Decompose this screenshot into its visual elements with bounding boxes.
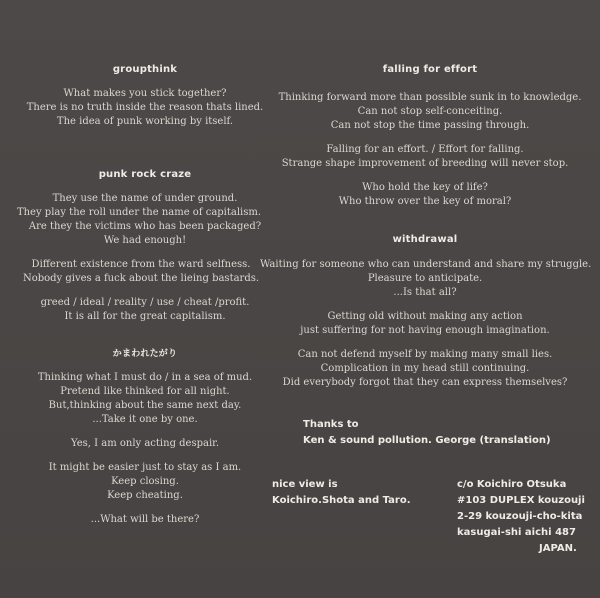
falling-for-effort-title: falling for effort — [382, 64, 478, 75]
lyric-line: Can not stop the time passing through. — [330, 120, 530, 131]
lyric-line: Nobody gives a fuck about the lieing bastards. — [22, 273, 260, 284]
thanks-names: Ken & sound pollution. George (translation) — [303, 435, 551, 446]
lyric-line: Complication in my head still continuing. — [320, 363, 530, 374]
lyric-line: greed / ideal / reality / use / cheat /profit. — [40, 297, 250, 308]
lyric-line: Did everybody forgot that they can express themselves? — [282, 377, 568, 388]
lyric-line: Thinking forward more than possible sunk in to knowledge. — [278, 92, 582, 103]
lyric-line: The idea of punk working by itself. — [56, 116, 234, 127]
lyric-line: ...Take it one by one. — [92, 414, 198, 425]
lyric-line: What makes you stick together? — [63, 88, 227, 99]
punk-rock-craze-title: punk rock craze — [98, 169, 192, 180]
lyric-line: Falling for an effort. / Effort for falling. — [326, 144, 524, 155]
lyric-line: Strange shape improvement of breeding will never stop. — [281, 158, 569, 169]
lyric-line: Can not stop self-conceiting. — [357, 106, 503, 117]
address-line: kasugai-shi aichi 487 — [457, 527, 576, 538]
lyric-line: There is no truth inside the reason thats lined. — [26, 102, 264, 113]
lyric-line: Pleasure to anticipate. — [367, 273, 483, 284]
lyric-line: Are they the victims who has been packaged? — [28, 221, 262, 232]
address-line: JAPAN. — [539, 543, 577, 554]
lyric-line: Who hold the key of life? — [362, 182, 488, 193]
groupthink-title: groupthink — [112, 64, 178, 75]
lyric-line: Waiting for someone who can understand and share my struggle. — [260, 259, 592, 270]
address-line: c/o Koichiro Otsuka — [457, 479, 567, 490]
lyric-line: Pretend like thinked for all night. — [60, 386, 230, 397]
lyric-line: Keep cheating. — [107, 490, 183, 501]
thanks-label: Thanks to — [303, 419, 359, 430]
address-line: 2-29 kouzouji-cho-kita — [457, 511, 583, 522]
lyric-line: It might be easier just to stay as I am. — [48, 462, 242, 473]
lyric-line: They play the roll under the name of capitalism. — [16, 207, 262, 218]
lyric-line: We had enough! — [103, 235, 187, 246]
lyric-line: But,thinking about the same next day. — [48, 400, 242, 411]
lyric-line: Keep closing. — [111, 476, 179, 487]
lyric-line: Thinking what I must do / in a sea of mud. — [37, 372, 253, 383]
nice-view-label: nice view is — [272, 479, 338, 490]
address-line: #103 DUPLEX kouzouji — [457, 495, 585, 506]
lyric-line: ...What will be there? — [90, 514, 200, 525]
withdrawal-title: withdrawal — [392, 234, 458, 245]
nice-view-names: Koichiro.Shota and Taro. — [272, 495, 411, 506]
lyric-line: They use the name of under ground. — [52, 193, 238, 204]
lyric-line: Getting old without making any action — [327, 311, 523, 322]
lyric-line: Different existence from the ward selfness. — [31, 259, 251, 270]
lyric-line: It is all for the great capitalism. — [64, 311, 226, 322]
lyric-line: just suffering for not having enough imagination. — [300, 325, 550, 336]
lyric-line: ...Is that all? — [393, 287, 457, 298]
right-column — [260, 0, 600, 598]
kamawareta-title: かまわれたがり — [112, 349, 178, 359]
lyric-line: Yes, I am only acting despair. — [70, 438, 220, 449]
left-column — [0, 0, 290, 598]
lyric-line: Who throw over the key of moral? — [338, 196, 512, 207]
lyric-line: Can not defend myself by making many small lies. — [297, 349, 553, 360]
